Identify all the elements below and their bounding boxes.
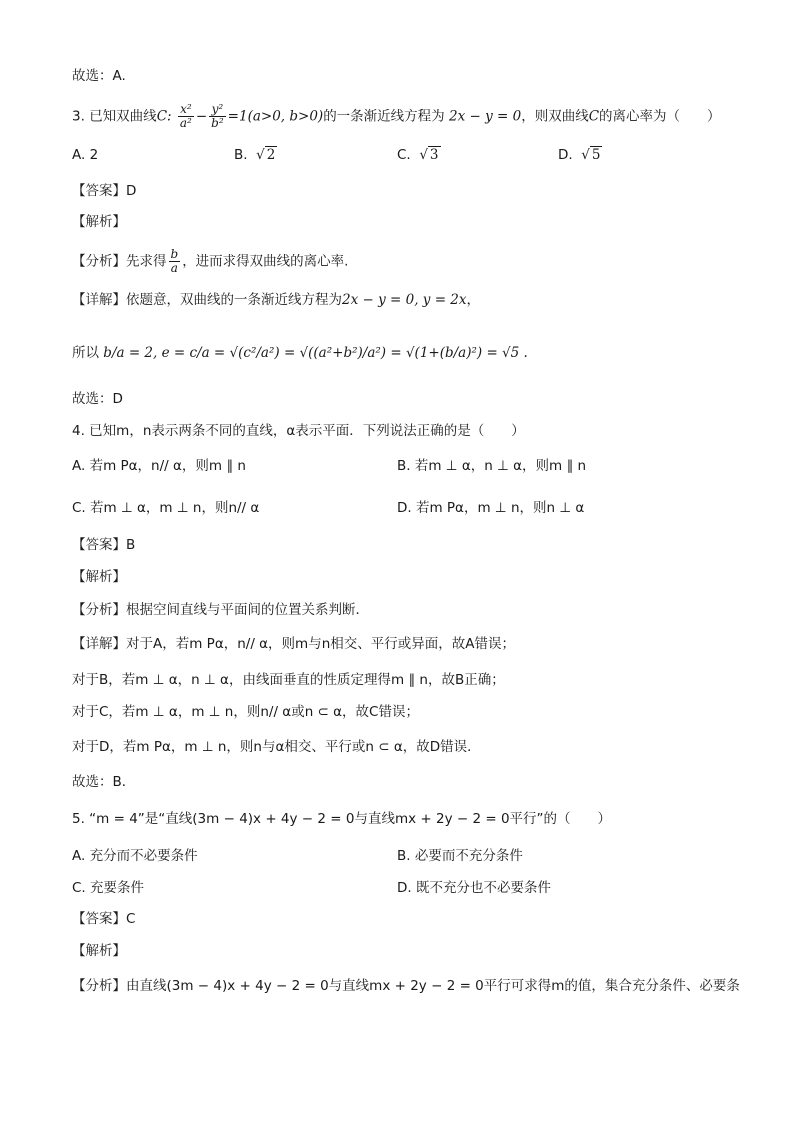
q3-number: 3.: [72, 108, 85, 125]
q3-option-c-value: 3: [429, 147, 439, 163]
q3-option-d-label: D.: [558, 147, 573, 163]
q4-detail-c: 对于C，若m ⊥ α，m ⊥ n，则n// α或n ⊂ α，故C错误；: [72, 704, 419, 720]
q3-detail-eq: 2x − y = 0, y = 2x: [342, 292, 467, 308]
q3-detail-label: 【详解】: [72, 292, 126, 308]
q3-colon: :: [167, 108, 172, 125]
q3-fenxi: [72, 248, 348, 275]
q5-fenxi: 【分析】由直线(3m − 4)x + 4y − 2 = 0与直线mx + 2y − 2 = 0平行可求得m的值，集合充分条件、必要条: [72, 978, 740, 994]
q3-frac-y-num: y²: [209, 103, 226, 117]
q4-analysis-heading: 【解析】: [72, 569, 126, 585]
q3-option-a-value: 2: [89, 147, 99, 163]
q3-option-d-sqrt: √ 5: [581, 147, 601, 163]
q3-stem-tail: ，则双曲线: [521, 108, 589, 125]
q4-conclusion: 故选：B．: [72, 774, 136, 790]
q5-option-a: A. 充分而不必要条件: [72, 848, 198, 864]
q4-detail-a: 【详解】对于A，若m Pα，n// α，则m与n相交、平行或异面，故A错误；: [72, 636, 516, 652]
q3-frac-x: [178, 103, 194, 130]
q5-analysis-heading: 【解析】: [72, 943, 126, 959]
q3-curve-2: C: [588, 108, 600, 125]
q3-option-a: [72, 145, 98, 165]
q4-option-a: A. 若m Pα，n// α，则m ∥ n: [72, 458, 246, 474]
q3-option-c-sqrt: √ 3: [419, 147, 439, 163]
q3-option-c-label: C.: [397, 147, 411, 163]
q3-fenxi-frac: [169, 248, 181, 275]
q3-stem: 3. 已知双曲线C: $\frac{\text{x²}}{\text{a²}}$ − $\frac{\text{y²}}{\text{b²}}$ =1(a>0, b>0)的一条渐近线方程为 2x − y = 0，则双曲线C的离心率为（ ）: [72, 102, 721, 130]
q3-conclusion: 故选：D: [72, 391, 123, 407]
q3-option-b: [234, 145, 277, 165]
q3-asymptote: 2x − y = 0: [448, 108, 522, 125]
q3-so-equation: b/a = 2, e = c/a = √(c²/a²) = √((a²+b²)/a²) = √(1+(b/a)²) = √5 .: [103, 345, 528, 361]
q4-option-b: B. 若m ⊥ α，n ⊥ α，则m ∥ n: [397, 458, 587, 474]
q5-answer: 【答案】C: [72, 911, 136, 927]
q4-detail-d: 对于D，若m Pα，m ⊥ n，则n与α相交、平行或n ⊂ α，故D错误．: [72, 739, 481, 755]
q3-fenxi-frac-den: a: [170, 261, 178, 275]
q3-so-label: 所以: [72, 345, 99, 361]
q3-stem-prefix: 已知双曲线: [89, 108, 157, 125]
q3-fenxi-label: 【分析】: [72, 253, 126, 270]
q3-fenxi-frac-num: b: [170, 247, 179, 261]
q3-option-d-value: 5: [591, 147, 601, 163]
q3-option-b-sqrt: √ 2: [256, 147, 276, 163]
q3-fenxi-text-b: ，进而求得双曲线的离心率.: [182, 253, 349, 270]
q3-option-a-label: A.: [72, 147, 86, 163]
q4-answer: 【答案】B: [72, 537, 136, 553]
q3-stem-mid: 的一条渐近线方程为: [323, 108, 445, 125]
q3-so-line: [72, 343, 528, 363]
q5-option-c: C. 充要条件: [72, 880, 145, 896]
q3-option-b-label: B.: [234, 147, 248, 163]
q3-frac-y-den: b²: [211, 116, 224, 130]
q3-analysis-heading: 【解析】: [72, 214, 126, 230]
q3-curve: C: [156, 108, 168, 125]
q4-option-d: D. 若m Pα，m ⊥ n，则n ⊥ α: [397, 500, 585, 516]
q3-frac-y: [209, 103, 226, 130]
q3-detail-text: 依题意，双曲线的一条渐近线方程为: [126, 292, 342, 308]
q4-option-c: C. 若m ⊥ α，m ⊥ n，则n// α: [72, 500, 260, 516]
q3-detail-end: ，: [466, 292, 481, 308]
q3-option-d: [558, 145, 602, 165]
q4-stem: 4. 已知m，n表示两条不同的直线，α表示平面．下列说法正确的是（ ）: [72, 423, 525, 439]
q3-detail: [72, 290, 480, 310]
q2-conclusion: 故选：A.: [72, 68, 126, 84]
q3-eq-condition: =1(a>0, b>0): [227, 108, 324, 125]
q3-option-b-value: 2: [266, 147, 276, 163]
q5-stem: 5. “m = 4”是“直线(3m − 4)x + 4y − 2 = 0与直线mx + 2y − 2 = 0平行”的（ ）: [72, 811, 612, 827]
q3-option-c: [397, 145, 441, 165]
q3-fenxi-text-a: 先求得: [126, 253, 167, 270]
q5-option-b: B. 必要而不充分条件: [397, 848, 523, 864]
q4-detail-b: 对于B，若m ⊥ α，n ⊥ α，由线面垂直的性质定理得m ∥ n，故B正确；: [72, 672, 505, 688]
q5-option-d: D. 既不充分也不必要条件: [397, 880, 551, 896]
q4-fenxi: 【分析】根据空间直线与平面间的位置关系判断．: [72, 602, 369, 618]
q3-frac-x-num: x²: [178, 103, 194, 117]
q3-answer: 【答案】D: [72, 183, 137, 199]
q3-frac-x-den: a²: [179, 116, 192, 130]
q3-stem-end: 的离心率为（ ）: [599, 108, 721, 125]
